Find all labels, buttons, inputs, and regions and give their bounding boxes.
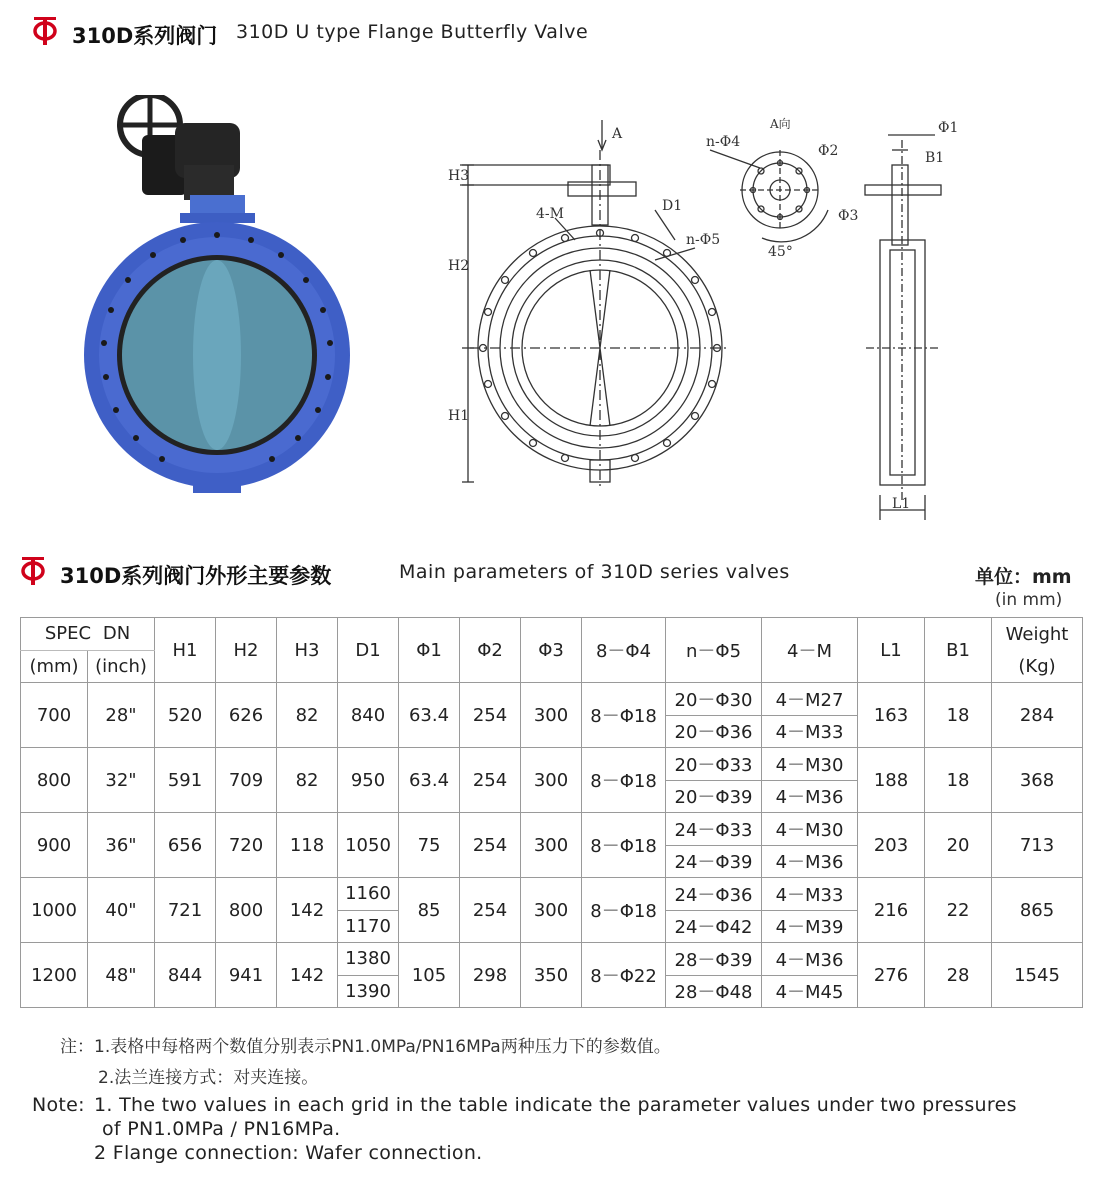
cell-n-phi5: 28－Φ48	[666, 975, 762, 1008]
cell-d1: 1390	[338, 975, 399, 1008]
cell-phi3: 300	[521, 813, 582, 878]
cell-phi4: 8－Φ18	[582, 683, 666, 748]
cell-4m: 4－M45	[762, 975, 858, 1008]
cell-mm: 1000	[21, 878, 88, 943]
th-phi3: Φ3	[521, 618, 582, 683]
cell-weight: 368	[992, 748, 1083, 813]
cell-inch: 40"	[88, 878, 155, 943]
table-row	[21, 878, 1083, 911]
th-spec-label: SPEC	[44, 623, 92, 645]
page-title-en: 310D U type Flange Butterfly Valve	[236, 21, 589, 43]
th-mm: (mm)	[21, 650, 88, 683]
cell-phi3: 300	[521, 878, 582, 943]
table-row	[21, 748, 1083, 781]
cell-mm: 800	[21, 748, 88, 813]
cell-h1: 844	[155, 943, 216, 1008]
table-row	[21, 813, 1083, 846]
cell-h2: 709	[216, 748, 277, 813]
cell-l1: 188	[858, 748, 925, 813]
th-inch: (inch)	[88, 650, 155, 683]
cell-h2: 626	[216, 683, 277, 748]
note-cn-1	[60, 1032, 671, 1057]
cell-h1: 656	[155, 813, 216, 878]
cell-weight: 713	[992, 813, 1083, 878]
cell-l1: 276	[858, 943, 925, 1008]
section-title-cn: 310D系列阀门外形主要参数	[60, 564, 332, 588]
cell-h2: 720	[216, 813, 277, 878]
label-phi1: Φ1	[938, 120, 959, 136]
cell-4m: 4－M33	[762, 878, 858, 911]
cell-b1: 18	[925, 748, 992, 813]
cell-phi2: 298	[460, 943, 521, 1008]
cell-n-phi5: 24－Φ33	[666, 813, 762, 846]
cell-inch: 28"	[88, 683, 155, 748]
cell-h3: 82	[277, 683, 338, 748]
th-4m: 4－M	[762, 618, 858, 683]
th-h1: H1	[155, 618, 216, 683]
cell-phi2: 254	[460, 878, 521, 943]
th-phi1: Φ1	[399, 618, 460, 683]
th-h2: H2	[216, 618, 277, 683]
cell-h3: 118	[277, 813, 338, 878]
cell-phi4: 8－Φ18	[582, 813, 666, 878]
cell-n-phi5: 24－Φ42	[666, 910, 762, 943]
cell-l1: 203	[858, 813, 925, 878]
th-n-phi5: n－Φ5	[666, 618, 762, 683]
cell-h3: 142	[277, 943, 338, 1008]
th-kg: (Kg)	[992, 650, 1083, 683]
label-4m: 4-M	[536, 206, 564, 222]
label-a-view: A向	[770, 117, 791, 131]
page-title-cn: 310D系列阀门	[72, 24, 218, 48]
cell-phi3: 300	[521, 748, 582, 813]
cell-d1: 1170	[338, 910, 399, 943]
cell-n-phi5: 20－Φ33	[666, 748, 762, 781]
table-row	[21, 683, 1083, 716]
unit-label-cn: 单位：mm	[975, 566, 1072, 588]
note-cn-label: 注：	[60, 1037, 94, 1057]
label-l1: L1	[892, 496, 911, 512]
parameters-table	[20, 617, 1083, 1008]
cell-h3: 142	[277, 878, 338, 943]
cell-phi3: 300	[521, 683, 582, 748]
cell-weight: 284	[992, 683, 1083, 748]
cell-l1: 216	[858, 878, 925, 943]
cell-b1: 18	[925, 683, 992, 748]
cell-h2: 800	[216, 878, 277, 943]
cell-weight: 865	[992, 878, 1083, 943]
note-cn-1-text: 1.表格中每格两个数值分别表示PN1.0MPa/PN16MPa两种压力下的参数值。	[94, 1037, 671, 1057]
technical-drawing	[440, 110, 970, 530]
cell-d1: 1160	[338, 878, 399, 911]
cell-weight: 1545	[992, 943, 1083, 1008]
cell-h1: 520	[155, 683, 216, 748]
label-h2: H2	[448, 258, 470, 274]
brand-logo-icon	[32, 16, 58, 46]
section-title-en: Main parameters of 310D series valves	[399, 561, 790, 583]
cell-4m: 4－M39	[762, 910, 858, 943]
note-en-1a: 1. The two values in each grid in the table indicate the parameter values under two pressures	[94, 1094, 1017, 1116]
th-h3: H3	[277, 618, 338, 683]
cell-4m: 4－M30	[762, 813, 858, 846]
cell-phi1: 105	[399, 943, 460, 1008]
note-en-2: 2 Flange connection: Wafer connection.	[94, 1142, 483, 1164]
cell-phi4: 8－Φ22	[582, 943, 666, 1008]
th-d1: D1	[338, 618, 399, 683]
cell-n-phi5: 20－Φ39	[666, 780, 762, 813]
note-en-label: Note:	[32, 1094, 85, 1116]
cell-h2: 941	[216, 943, 277, 1008]
cell-4m: 4－M36	[762, 780, 858, 813]
cell-phi3: 350	[521, 943, 582, 1008]
cell-b1: 22	[925, 878, 992, 943]
th-b1: B1	[925, 618, 992, 683]
label-phi3: Φ3	[838, 208, 859, 224]
label-b1: B1	[925, 150, 945, 166]
brand-logo-icon	[20, 556, 46, 586]
cell-phi1: 75	[399, 813, 460, 878]
cell-d1: 1380	[338, 943, 399, 976]
label-angle: 45°	[768, 244, 793, 260]
cell-n-phi5: 24－Φ39	[666, 845, 762, 878]
cell-mm: 900	[21, 813, 88, 878]
label-h3: H3	[448, 168, 470, 184]
th-spec	[21, 618, 155, 651]
unit-label-en: (in mm)	[995, 590, 1063, 610]
th-dn-label: DN	[102, 623, 131, 645]
cell-phi4: 8－Φ18	[582, 748, 666, 813]
cell-phi4: 8－Φ18	[582, 878, 666, 943]
th-phi2: Φ2	[460, 618, 521, 683]
cell-phi2: 254	[460, 683, 521, 748]
cell-l1: 163	[858, 683, 925, 748]
cell-4m: 4－M36	[762, 943, 858, 976]
cell-phi1: 63.4	[399, 748, 460, 813]
label-n-phi5: n-Φ5	[686, 232, 721, 248]
cell-mm: 700	[21, 683, 88, 748]
cell-4m: 4－M36	[762, 845, 858, 878]
cell-b1: 20	[925, 813, 992, 878]
valve-photo	[80, 95, 360, 500]
cell-phi2: 254	[460, 748, 521, 813]
cell-4m: 4－M27	[762, 683, 858, 716]
cell-n-phi5: 20－Φ30	[666, 683, 762, 716]
cell-n-phi5: 24－Φ36	[666, 878, 762, 911]
cell-inch: 36"	[88, 813, 155, 878]
cell-phi1: 85	[399, 878, 460, 943]
cell-inch: 48"	[88, 943, 155, 1008]
cell-mm: 1200	[21, 943, 88, 1008]
label-a: A	[612, 126, 623, 142]
cell-4m: 4－M30	[762, 748, 858, 781]
cell-d1: 840	[338, 683, 399, 748]
cell-n-phi5: 20－Φ36	[666, 715, 762, 748]
label-phi2: Φ2	[818, 143, 839, 159]
cell-d1: 950	[338, 748, 399, 813]
label-n-phi4: n-Φ4	[706, 134, 741, 150]
cell-4m: 4－M33	[762, 715, 858, 748]
cell-h3: 82	[277, 748, 338, 813]
note-cn-2: 2.法兰连接方式：对夹连接。	[98, 1068, 319, 1088]
th-8-phi4: 8－Φ4	[582, 618, 666, 683]
cell-phi2: 254	[460, 813, 521, 878]
cell-b1: 28	[925, 943, 992, 1008]
cell-h1: 591	[155, 748, 216, 813]
cell-n-phi5: 28－Φ39	[666, 943, 762, 976]
table-header-row	[21, 618, 1083, 651]
th-l1: L1	[858, 618, 925, 683]
cell-h1: 721	[155, 878, 216, 943]
cell-inch: 32"	[88, 748, 155, 813]
label-h1: H1	[448, 408, 470, 424]
label-d1: D1	[662, 198, 683, 214]
note-en-1b: of PN1.0MPa / PN16MPa.	[102, 1118, 341, 1140]
cell-phi1: 63.4	[399, 683, 460, 748]
th-weight: Weight	[992, 618, 1083, 651]
cell-d1: 1050	[338, 813, 399, 878]
table-row	[21, 943, 1083, 976]
